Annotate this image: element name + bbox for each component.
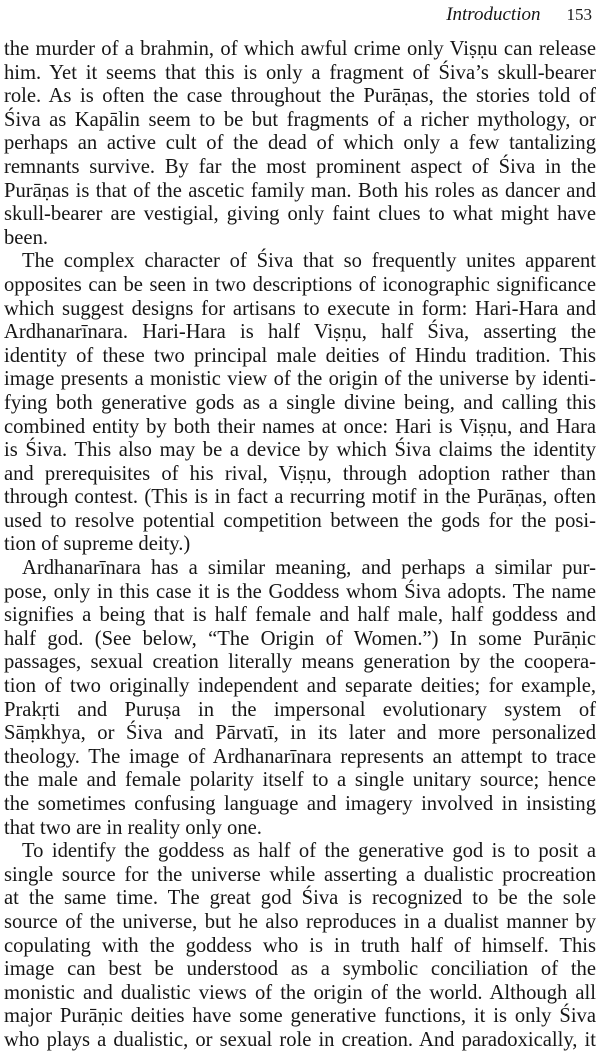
text-line: identity of these two principal male deities of Hindu tradition. This — [4, 344, 596, 367]
text-line: image can best be understood as a symbolic conciliation of the — [4, 958, 596, 981]
body-text — [4, 38, 596, 1053]
text-line: signifies a being that is half female and half male, half goddess and — [4, 604, 596, 627]
text-line: Sāṃkhya, or Śiva and Pārvatī, in its later and more personalized — [4, 722, 596, 745]
text-line: The complex character of Śiva that so frequently unites apparent — [22, 250, 596, 273]
paragraph-1 — [4, 38, 596, 250]
text-line: source of the universe, but he also reproduces in a dualist manner by — [4, 910, 596, 933]
text-line: who plays a dualistic, or sexual role in creation. And paradoxically, it — [4, 1028, 596, 1051]
text-line: Śiva as Kapālin seem to be but fragments of a richer mythology, or — [4, 108, 596, 131]
text-line: single source for the universe while asserting a dualistic procreation — [4, 863, 596, 886]
text-line: monistic and dualistic views of the origin of the world. Although all — [4, 981, 596, 1004]
text-line: image presents a monistic view of the origin of the universe by identi- — [4, 368, 596, 391]
text-line: the sometimes confusing language and imagery involved in insisting — [4, 793, 596, 815]
text-line: perhaps an active cult of the dead of which only a few tantalizing — [4, 132, 596, 155]
running-head — [446, 4, 592, 26]
text-line: copulating with the goddess who is in truth half of himself. This — [4, 934, 596, 957]
paragraph-3 — [4, 557, 596, 840]
text-line: the murder of a brahmin, of which awful crime only Viṣṇu can release — [4, 38, 596, 60]
text-line: tion of supreme deity.) — [4, 533, 191, 556]
text-line: major Purāṇic deities have some generative functions, it is only Śiva — [4, 1005, 596, 1028]
text-line: which suggest designs for artisans to execute in form: Hari-Hara and — [4, 297, 596, 320]
text-line: and prerequisites of his rival, Viṣṇu, through adoption rather than — [4, 462, 596, 485]
text-line: fying both generative gods as a single divine being, and calling this — [4, 391, 596, 414]
text-line: Purāṇas is that of the ascetic family man. Both his roles as dancer and — [4, 179, 596, 202]
text-line: half god. (See below, “The Origin of Women.”) In some Purāṇic — [4, 627, 596, 650]
text-line: opposites can be seen in two descriptions of iconographic significance — [4, 273, 596, 296]
running-head-section-title: Introduction — [446, 4, 541, 25]
text-line: used to resolve potential competition between the gods for the posi- — [4, 509, 596, 532]
paragraph-4 — [4, 840, 596, 1052]
text-line: passages, sexual creation literally means generation by the coopera- — [4, 651, 596, 674]
text-line: through contest. (This is in fact a recurring motif in the Purāṇas, often — [4, 486, 596, 509]
text-line: Ardhanarīnara has a similar meaning, and perhaps a similar pur- — [22, 557, 596, 580]
text-line: pose, only in this case it is the Goddess whom Śiva adopts. The name — [4, 580, 596, 603]
text-line: him. Yet it seems that this is only a fragment of Śiva’s skull-bearer — [4, 61, 596, 84]
text-line: at the same time. The great god Śiva is recognized to be the sole — [4, 887, 596, 910]
text-line: To identify the goddess as half of the generative god is to posit a — [22, 840, 596, 863]
text-line: Ardhanarīnara. Hari-Hara is half Viṣṇu, half Śiva, asserting the — [4, 321, 596, 344]
text-line: role. As is often the case throughout the Purāṇas, the stories told of — [4, 85, 596, 108]
text-line: the male and female polarity itself to a single unitary source; hence — [4, 769, 596, 792]
text-line: remnants survive. By far the most prominent aspect of Śiva in the — [4, 155, 596, 178]
text-line: tion of two originally independent and separate deities; for example, — [4, 675, 596, 698]
paragraph-2 — [4, 250, 596, 557]
text-line: skull-bearer are vestigial, giving only faint clues to what might have — [4, 203, 596, 226]
text-line: is Śiva. This also may be a device by which Śiva claims the identity — [4, 439, 596, 462]
text-line: combined entity by both their names at once: Hari is Viṣṇu, and Hara — [4, 415, 596, 438]
text-line: been. — [4, 226, 49, 249]
text-line: Prakṛti and Puruṣa in the impersonal evolutionary system of — [4, 698, 596, 721]
page-number: 153 — [566, 5, 592, 24]
text-line: that two are in reality only one. — [4, 816, 262, 839]
text-line: theology. The image of Ardhanarīnara represents an attempt to trace — [4, 745, 596, 768]
